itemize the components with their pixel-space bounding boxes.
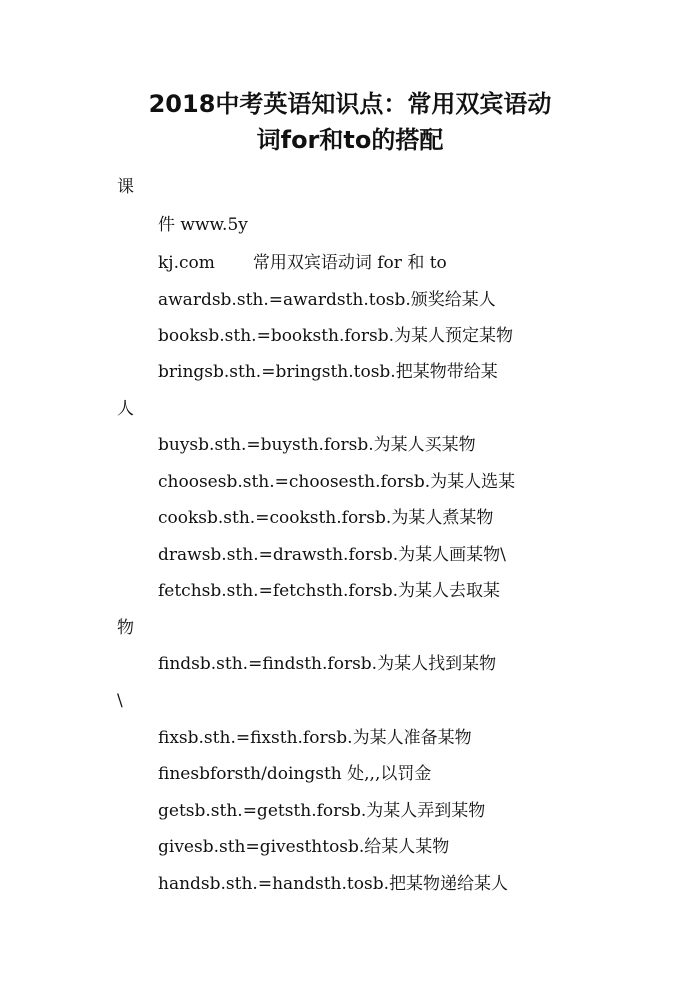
- text-line: buysb.sth.=buysth.forsb.为某人买某物: [158, 435, 476, 455]
- document-title-line-2: 词for和to的搭配: [256, 126, 444, 154]
- text-line: \: [117, 691, 123, 711]
- text-line: awardsb.sth.=awardsth.tosb.颁奖给某人: [158, 290, 496, 310]
- document-title-line-1: 2018中考英语知识点：常用双宾语动: [148, 90, 552, 118]
- text-line: findsb.sth.=findsth.forsb.为某人找到某物: [158, 654, 497, 674]
- text-line: 物: [117, 618, 134, 638]
- text-fragment: kj.com: [158, 253, 215, 273]
- text-line: finesbforsth/doingsth 处,,,以罚金: [158, 764, 432, 784]
- text-line: drawsb.sth.=drawsth.forsb.为某人画某物\: [158, 545, 506, 565]
- text-line: 课: [117, 177, 134, 197]
- text-line: handsb.sth.=handsth.tosb.把某物递给某人: [158, 874, 508, 894]
- text-line: cooksb.sth.=cooksth.forsb.为某人煮某物: [158, 508, 494, 528]
- text-line: bringsb.sth.=bringsth.tosb.把某物带给某: [158, 362, 498, 382]
- text-line: givesb.sth=givesthtosb.给某人某物: [158, 837, 450, 857]
- text-line: fixsb.sth.=fixsth.forsb.为某人准备某物: [158, 728, 472, 748]
- text-line: 件 www.5y: [158, 215, 248, 235]
- text-line: getsb.sth.=getsth.forsb.为某人弄到某物: [158, 801, 486, 821]
- text-line: choosesb.sth.=choosesth.forsb.为某人选某: [158, 472, 516, 492]
- text-fragment: 常用双宾语动词 for 和 to: [252, 253, 447, 273]
- text-line: fetchsb.sth.=fetchsth.forsb.为某人去取某: [158, 581, 501, 601]
- text-line: [158, 252, 447, 274]
- text-line: 人: [117, 399, 134, 419]
- text-line: booksb.sth.=booksth.forsb.为某人预定某物: [158, 326, 514, 346]
